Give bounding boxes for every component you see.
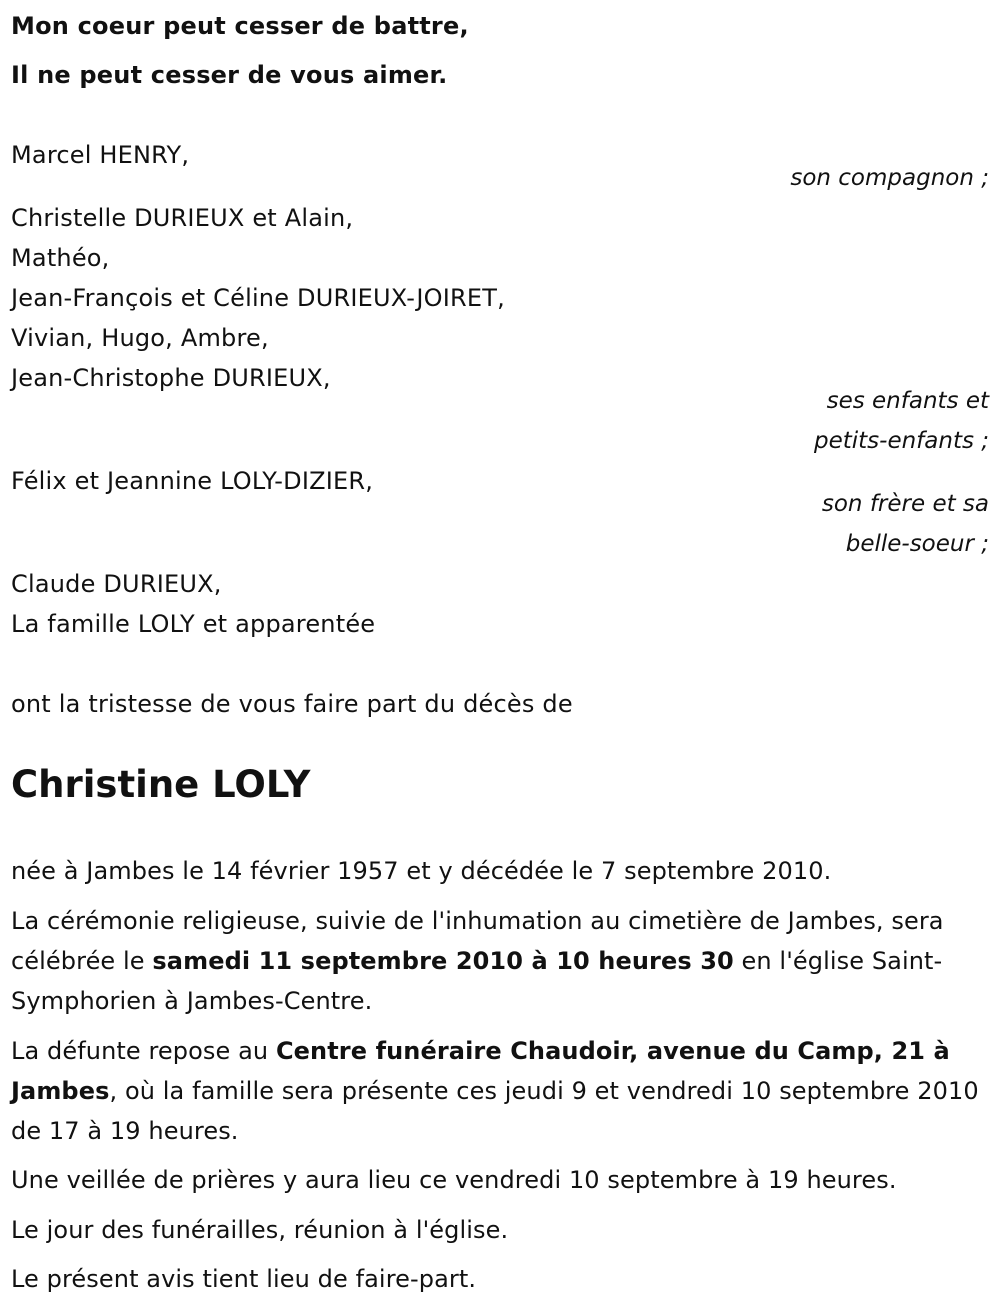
repose-text-before: La défunte repose au [11,1037,276,1065]
sibling-relation-line-2: belle-soeur ; [845,531,989,557]
ceremony-paragraph [11,901,986,1021]
ceremony-date: samedi 11 septembre 2010 à 10 heures 30 [152,947,734,975]
companion-relation: son compagnon ; [790,165,989,191]
child-line-1: Christelle DURIEUX et Alain, [11,204,354,232]
other-family-line-1: Claude DURIEUX, [11,570,222,598]
vigil-text: Une veillée de prières y aura lieu ce vendredi 10 septembre à 19 heures. [11,1166,897,1194]
sibling-name: Félix et Jeannine LOLY-DIZIER, [11,467,374,495]
birth-death-text: née à Jambes le 14 février 1957 et y décédée le 7 septembre 2010. [11,857,832,885]
funeral-day-text: Le jour des funérailles, réunion à l'église. [11,1216,509,1244]
repose-place: Centre funéraire Chaudoir, avenue du Camp, 21 à Jambes [11,1037,950,1105]
ceremony-text-after: en l'église Saint-Symphorien à Jambes-Centre. [11,947,943,1015]
child-line-4: Vivian, Hugo, Ambre, [11,324,269,352]
other-family-line-2: La famille LOLY et apparentée [11,610,376,638]
child-line-2: Mathéo, [11,244,110,272]
sibling-relation-line-1: son frère et sa [821,491,989,517]
child-line-5: Jean-Christophe DURIEUX, [11,364,331,392]
companion-name: Marcel HENRY, [11,141,190,169]
ceremony-text-before: La cérémonie religieuse, suivie de l'inhumation au cimetière de Jambes, sera célébrée le [11,907,944,975]
announcement-text: ont la tristesse de vous faire part du décès de [11,690,573,718]
repose-text-after: , où la famille sera présente ces jeudi 9 et vendredi 10 septembre 2010 de 17 à 19 heures. [11,1077,979,1145]
epigraph-line-2: Il ne peut cesser de vous aimer. [11,61,448,89]
epigraph-line-1: Mon coeur peut cesser de battre, [11,12,469,40]
children-relation-line-2: petits-enfants ; [813,428,989,454]
deceased-name: Christine LOLY [11,763,311,806]
children-relation-line-1: ses enfants et [826,388,989,414]
notice-text: Le présent avis tient lieu de faire-part. [11,1265,477,1293]
repose-paragraph [11,1031,986,1151]
child-line-3: Jean-François et Céline DURIEUX-JOIRET, [11,284,505,312]
